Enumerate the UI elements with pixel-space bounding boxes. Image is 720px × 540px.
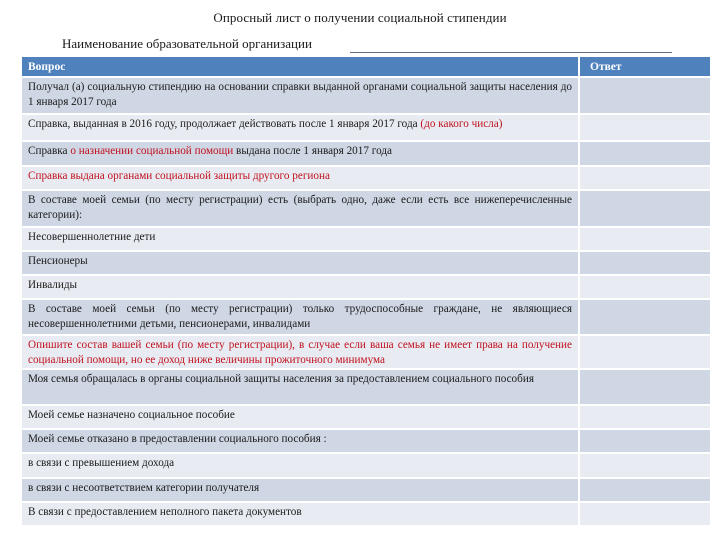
question-cell (22, 167, 580, 191)
question-cell (22, 78, 580, 115)
answer-cell[interactable] (580, 78, 710, 115)
question-cell (22, 479, 580, 503)
questionnaire-table (22, 57, 710, 527)
question-text: Моей семье отказано в предоставлении социального пособия : (28, 433, 327, 445)
question-cell (22, 191, 580, 228)
question-cell (22, 454, 580, 479)
table-row (22, 228, 710, 252)
answer-cell[interactable] (580, 300, 710, 336)
header-question: Вопрос (22, 57, 580, 78)
table-row (22, 503, 710, 527)
question-cell (22, 503, 580, 527)
answer-cell[interactable] (580, 370, 710, 406)
answer-cell[interactable] (580, 479, 710, 503)
table-header (22, 57, 710, 78)
table-row (22, 430, 710, 454)
question-cell (22, 115, 580, 142)
question-text: Моей семье назначено социальное пособие (28, 409, 235, 421)
table-row (22, 142, 710, 167)
question-text: Получал (а) социальную стипендию на основании справки выданной органами социальной защиты населения до 1 января 2017 года (28, 81, 572, 108)
question-text: Справка, выданная в 2016 году, продолжает действовать после 1 января 2017 года (28, 118, 421, 130)
question-text: Пенсионеры (28, 255, 88, 267)
highlighted-text: (до какого числа) (420, 118, 503, 130)
answer-cell[interactable] (580, 430, 710, 454)
question-cell (22, 300, 580, 336)
question-text: Инвалиды (28, 279, 78, 291)
question-cell (22, 228, 580, 252)
answer-cell[interactable] (580, 503, 710, 527)
question-text: В связи с предоставлением неполного пакета документов (28, 506, 302, 518)
table-row (22, 78, 710, 115)
question-text: в связи с превышением дохода (28, 457, 175, 469)
answer-cell[interactable] (580, 336, 710, 370)
highlighted-text: Опишите состав вашей семьи (по месту регистрации), в случае если ваша семья не имеет права на получение социальной помощи, но ее доход ниже величины прожиточного минимума (28, 339, 572, 366)
answer-cell[interactable] (580, 115, 710, 142)
question-text: в связи с несоответствием категории получателя (28, 482, 260, 494)
answer-cell[interactable] (580, 191, 710, 228)
question-cell (22, 142, 580, 167)
document-title: Опросный лист о получении социальной стипендии (213, 10, 507, 25)
table-row (22, 370, 710, 406)
question-cell (22, 252, 580, 276)
question-cell (22, 336, 580, 370)
table-row (22, 167, 710, 191)
question-text: Несовершеннолетние дети (28, 231, 156, 243)
answer-cell[interactable] (580, 142, 710, 167)
answer-cell[interactable] (580, 228, 710, 252)
answer-cell[interactable] (580, 406, 710, 430)
table-row (22, 406, 710, 430)
question-cell (22, 430, 580, 454)
table-row (22, 191, 710, 228)
question-text: В составе моей семьи (по месту регистрации) есть (выбрать одно, даже если есть все нижеперечисленные категории): (28, 194, 572, 221)
table-row (22, 115, 710, 142)
table-row (22, 454, 710, 479)
question-text: В составе моей семьи (по месту регистрации) только трудоспособные граждане, не являющиеся несовершеннолетними детьми, пенсионерами, инвалидами (28, 303, 572, 330)
question-cell (22, 406, 580, 430)
organization-label: Наименование образовательной организации (62, 36, 312, 51)
table-row (22, 479, 710, 503)
question-text: Моя семья обращалась в органы социальной защиты населения за предоставлением социального пособия (28, 373, 534, 385)
table-row (22, 300, 710, 336)
answer-cell[interactable] (580, 454, 710, 479)
table-row (22, 252, 710, 276)
answer-cell[interactable] (580, 167, 710, 191)
answer-cell[interactable] (580, 276, 710, 300)
highlighted-text: о назначении социальной помощи (70, 145, 234, 157)
organization-name-field[interactable] (350, 52, 672, 53)
table-row (22, 276, 710, 300)
header-answer: Ответ (580, 57, 710, 78)
question-text: выдана после 1 января 2017 года (233, 145, 392, 157)
answer-cell[interactable] (580, 252, 710, 276)
question-text: Справка (28, 145, 71, 157)
table-row (22, 336, 710, 370)
question-cell (22, 276, 580, 300)
question-cell (22, 370, 580, 406)
highlighted-text: Справка выдана органами социальной защиты другого региона (28, 170, 330, 182)
